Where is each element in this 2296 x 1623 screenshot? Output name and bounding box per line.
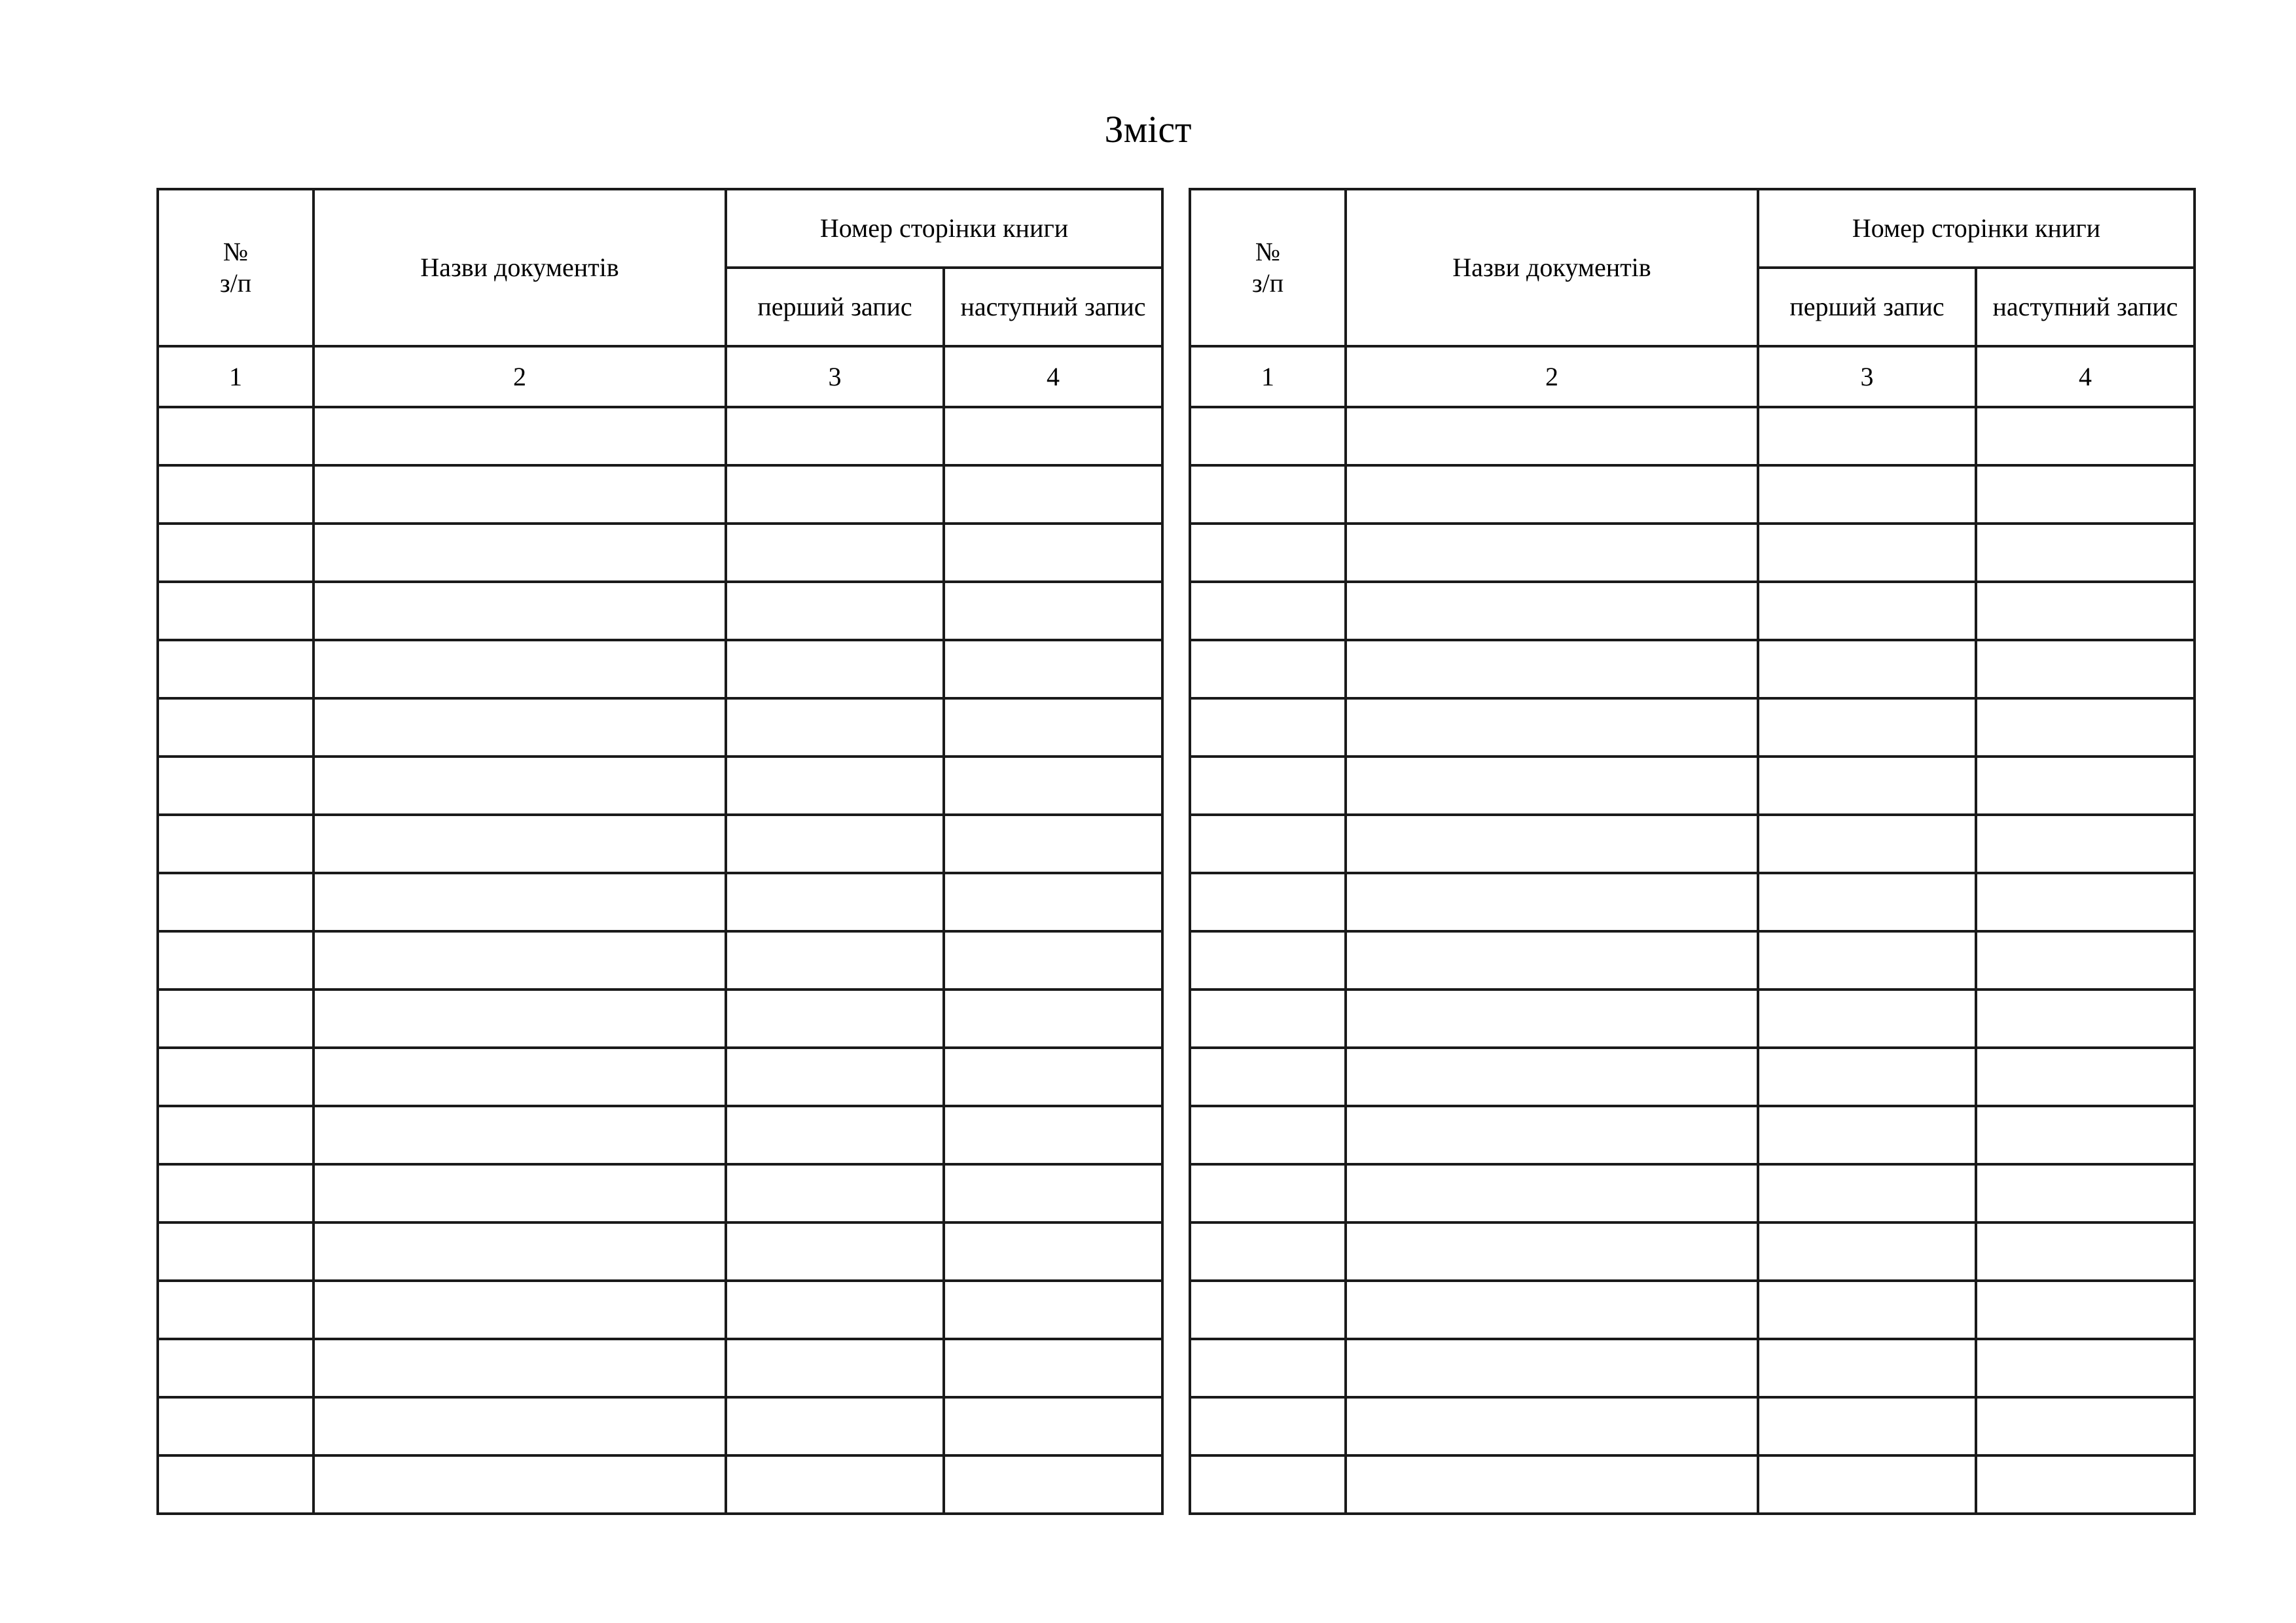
column-number-row <box>1190 346 2195 407</box>
cell-number[interactable] <box>1190 1397 1346 1455</box>
cell-first-entry[interactable] <box>1758 1281 1976 1339</box>
column-number: 3 <box>1758 346 1976 407</box>
cell-next-entry[interactable] <box>944 815 1162 873</box>
table-row <box>158 1339 1162 1397</box>
cell-next-entry[interactable] <box>1976 815 2195 873</box>
column-number: 2 <box>1346 346 1758 407</box>
table-row <box>158 698 1162 757</box>
header-number-abbrev: з/п <box>1251 268 1284 298</box>
cell-document-name[interactable] <box>1346 931 1758 990</box>
cell-next-entry[interactable] <box>1976 931 2195 990</box>
header-page-number-group: Номер сторінки книги <box>1758 189 2195 268</box>
cell-first-entry[interactable] <box>726 698 944 757</box>
cell-document-name[interactable] <box>1346 407 1758 465</box>
cell-document-name[interactable] <box>314 1048 726 1106</box>
cell-document-name[interactable] <box>314 757 726 815</box>
cell-next-entry[interactable] <box>1976 1048 2195 1106</box>
column-number: 2 <box>314 346 726 407</box>
cell-document-name[interactable] <box>314 1339 726 1397</box>
cell-number[interactable] <box>1190 698 1346 757</box>
cell-document-name[interactable] <box>314 465 726 524</box>
table-row <box>158 1164 1162 1222</box>
cell-first-entry[interactable] <box>726 757 944 815</box>
cell-first-entry[interactable] <box>1758 1397 1976 1455</box>
table-row <box>158 931 1162 990</box>
column-number: 4 <box>1976 346 2195 407</box>
cell-first-entry[interactable] <box>1758 640 1976 698</box>
cell-number[interactable] <box>158 1455 314 1514</box>
cell-number[interactable] <box>1190 1455 1346 1514</box>
table-row <box>158 1281 1162 1339</box>
cell-first-entry[interactable] <box>726 407 944 465</box>
cell-document-name[interactable] <box>1346 1455 1758 1514</box>
cell-next-entry[interactable] <box>944 465 1162 524</box>
cell-first-entry[interactable] <box>726 1281 944 1339</box>
cell-next-entry[interactable] <box>1976 1106 2195 1164</box>
cell-document-name[interactable] <box>314 1281 726 1339</box>
cell-document-name[interactable] <box>1346 1281 1758 1339</box>
cell-first-entry[interactable] <box>726 465 944 524</box>
cell-document-name[interactable] <box>1346 640 1758 698</box>
table-row <box>1190 1164 2195 1222</box>
cell-number[interactable] <box>158 1222 314 1281</box>
cell-next-entry[interactable] <box>944 990 1162 1048</box>
table-row <box>158 1222 1162 1281</box>
cell-next-entry[interactable] <box>1976 1164 2195 1222</box>
cell-next-entry[interactable] <box>944 1397 1162 1455</box>
cell-next-entry[interactable] <box>944 1048 1162 1106</box>
table-row <box>158 1455 1162 1514</box>
cell-next-entry[interactable] <box>944 582 1162 640</box>
cell-first-entry[interactable] <box>726 873 944 931</box>
table-row <box>158 757 1162 815</box>
cell-first-entry[interactable] <box>726 815 944 873</box>
cell-number[interactable] <box>158 1281 314 1339</box>
table-row <box>1190 698 2195 757</box>
column-number: 1 <box>158 346 314 407</box>
table-row <box>1190 757 2195 815</box>
cell-number[interactable] <box>158 698 314 757</box>
cell-next-entry[interactable] <box>1976 698 2195 757</box>
cell-document-name[interactable] <box>1346 815 1758 873</box>
column-number: 4 <box>944 346 1162 407</box>
cell-document-name[interactable] <box>1346 524 1758 582</box>
cell-next-entry[interactable] <box>1976 757 2195 815</box>
header-number-abbrev: з/п <box>219 268 252 298</box>
cell-number[interactable] <box>1190 1281 1346 1339</box>
table-row <box>1190 582 2195 640</box>
cell-number[interactable] <box>158 815 314 873</box>
table-row <box>158 640 1162 698</box>
cell-number[interactable] <box>1190 640 1346 698</box>
cell-first-entry[interactable] <box>726 1164 944 1222</box>
table-row <box>1190 1222 2195 1281</box>
cell-next-entry[interactable] <box>944 1455 1162 1514</box>
cell-first-entry[interactable] <box>726 1339 944 1397</box>
cell-first-entry[interactable] <box>1758 582 1976 640</box>
table-row <box>1190 1048 2195 1106</box>
cell-next-entry[interactable] <box>944 1339 1162 1397</box>
cell-next-entry[interactable] <box>944 1106 1162 1164</box>
cell-number[interactable] <box>158 640 314 698</box>
cell-first-entry[interactable] <box>726 1455 944 1514</box>
cell-first-entry[interactable] <box>726 1222 944 1281</box>
table-row <box>158 407 1162 465</box>
cell-next-entry[interactable] <box>944 407 1162 465</box>
cell-number[interactable] <box>1190 1048 1346 1106</box>
cell-first-entry[interactable] <box>1758 990 1976 1048</box>
cell-first-entry[interactable] <box>1758 931 1976 990</box>
cell-document-name[interactable] <box>1346 698 1758 757</box>
header-row <box>158 189 1162 268</box>
cell-first-entry[interactable] <box>1758 1339 1976 1397</box>
table-row <box>1190 524 2195 582</box>
cell-next-entry[interactable] <box>1976 407 2195 465</box>
cell-number[interactable] <box>1190 757 1346 815</box>
table-row <box>1190 407 2195 465</box>
header-number-symbol: № <box>223 237 249 266</box>
cell-first-entry[interactable] <box>1758 757 1976 815</box>
cell-document-name[interactable] <box>1346 465 1758 524</box>
cell-next-entry[interactable] <box>944 757 1162 815</box>
cell-document-name[interactable] <box>314 640 726 698</box>
cell-first-entry[interactable] <box>1758 1106 1976 1164</box>
cell-document-name[interactable] <box>314 407 726 465</box>
cell-document-name[interactable] <box>1346 1164 1758 1222</box>
cell-first-entry[interactable] <box>1758 1048 1976 1106</box>
cell-document-name[interactable] <box>1346 1048 1758 1106</box>
table-row <box>158 990 1162 1048</box>
cell-first-entry[interactable] <box>1758 815 1976 873</box>
cell-number[interactable] <box>1190 524 1346 582</box>
cell-document-name[interactable] <box>314 1222 726 1281</box>
cell-first-entry[interactable] <box>726 1106 944 1164</box>
cell-number[interactable] <box>158 465 314 524</box>
cell-document-name[interactable] <box>314 524 726 582</box>
header-first-entry: перший запис <box>726 268 944 346</box>
cell-next-entry[interactable] <box>944 1222 1162 1281</box>
table-row <box>1190 815 2195 873</box>
cell-document-name[interactable] <box>314 1397 726 1455</box>
cell-number[interactable] <box>1190 465 1346 524</box>
column-number-row <box>158 346 1162 407</box>
column-number: 3 <box>726 346 944 407</box>
table-row <box>1190 873 2195 931</box>
table-row <box>158 873 1162 931</box>
cell-number[interactable] <box>158 1339 314 1397</box>
cell-next-entry[interactable] <box>1976 582 2195 640</box>
header-number <box>158 189 314 346</box>
table-row <box>158 582 1162 640</box>
cell-next-entry[interactable] <box>944 931 1162 990</box>
cell-document-name[interactable] <box>1346 1222 1758 1281</box>
cell-document-name[interactable] <box>1346 1106 1758 1164</box>
cell-first-entry[interactable] <box>726 524 944 582</box>
cell-next-entry[interactable] <box>944 1281 1162 1339</box>
cell-next-entry[interactable] <box>944 1164 1162 1222</box>
cell-number[interactable] <box>1190 1106 1346 1164</box>
cell-first-entry[interactable] <box>1758 465 1976 524</box>
header-document-names: Назви документів <box>1346 189 1758 346</box>
cell-first-entry[interactable] <box>1758 1222 1976 1281</box>
cell-number[interactable] <box>1190 931 1346 990</box>
header-number-symbol: № <box>1255 237 1281 266</box>
table-row <box>158 524 1162 582</box>
column-number: 1 <box>1190 346 1346 407</box>
cell-number[interactable] <box>1190 873 1346 931</box>
cell-next-entry[interactable] <box>1976 1397 2195 1455</box>
cell-first-entry[interactable] <box>726 1397 944 1455</box>
cell-next-entry[interactable] <box>944 640 1162 698</box>
page-title: Зміст <box>1104 108 1192 151</box>
header-number <box>1190 189 1346 346</box>
table-row <box>1190 1397 2195 1455</box>
table-row <box>1190 1281 2195 1339</box>
cell-number[interactable] <box>158 1106 314 1164</box>
cell-next-entry[interactable] <box>1976 1281 2195 1339</box>
cell-number[interactable] <box>1190 990 1346 1048</box>
cell-document-name[interactable] <box>1346 990 1758 1048</box>
cell-document-name[interactable] <box>314 815 726 873</box>
cell-next-entry[interactable] <box>1976 524 2195 582</box>
toc-table-left <box>156 188 1164 1515</box>
cell-number[interactable] <box>158 524 314 582</box>
cell-number[interactable] <box>158 582 314 640</box>
cell-number[interactable] <box>1190 1222 1346 1281</box>
cell-next-entry[interactable] <box>1976 990 2195 1048</box>
cell-number[interactable] <box>158 757 314 815</box>
cell-document-name[interactable] <box>314 873 726 931</box>
cell-first-entry[interactable] <box>1758 698 1976 757</box>
cell-first-entry[interactable] <box>1758 524 1976 582</box>
cell-document-name[interactable] <box>314 582 726 640</box>
cell-number[interactable] <box>1190 582 1346 640</box>
cell-number[interactable] <box>1190 407 1346 465</box>
cell-first-entry[interactable] <box>1758 1164 1976 1222</box>
cell-document-name[interactable] <box>1346 873 1758 931</box>
header-next-entry: наступний запис <box>944 268 1162 346</box>
header-first-entry: перший запис <box>1758 268 1976 346</box>
cell-document-name[interactable] <box>1346 1397 1758 1455</box>
table-row <box>1190 1339 2195 1397</box>
table-row <box>1190 1455 2195 1514</box>
cell-number[interactable] <box>1190 1339 1346 1397</box>
cell-document-name[interactable] <box>1346 582 1758 640</box>
cell-document-name[interactable] <box>314 1164 726 1222</box>
cell-next-entry[interactable] <box>944 873 1162 931</box>
cell-first-entry[interactable] <box>1758 873 1976 931</box>
cell-document-name[interactable] <box>314 1106 726 1164</box>
table-row <box>158 1048 1162 1106</box>
cell-document-name[interactable] <box>314 931 726 990</box>
table-row <box>158 1397 1162 1455</box>
table-row <box>1190 640 2195 698</box>
cell-first-entry[interactable] <box>726 1048 944 1106</box>
table-row <box>1190 931 2195 990</box>
table-row <box>1190 1106 2195 1164</box>
table-row <box>158 465 1162 524</box>
toc-table-right <box>1189 188 2196 1515</box>
header-document-names: Назви документів <box>314 189 726 346</box>
cell-number[interactable] <box>158 931 314 990</box>
cell-first-entry[interactable] <box>726 990 944 1048</box>
cell-next-entry[interactable] <box>1976 1339 2195 1397</box>
header-next-entry: наступний запис <box>1976 268 2195 346</box>
cell-number[interactable] <box>158 407 314 465</box>
cell-next-entry[interactable] <box>944 698 1162 757</box>
cell-next-entry[interactable] <box>1976 1222 2195 1281</box>
cell-next-entry[interactable] <box>1976 465 2195 524</box>
cell-next-entry[interactable] <box>1976 1455 2195 1514</box>
cell-number[interactable] <box>158 990 314 1048</box>
cell-document-name[interactable] <box>1346 1339 1758 1397</box>
cell-next-entry[interactable] <box>1976 873 2195 931</box>
cell-number[interactable] <box>1190 815 1346 873</box>
cell-document-name[interactable] <box>314 1455 726 1514</box>
cell-first-entry[interactable] <box>726 640 944 698</box>
cell-first-entry[interactable] <box>726 582 944 640</box>
header-row <box>1190 189 2195 268</box>
cell-first-entry[interactable] <box>1758 1455 1976 1514</box>
cell-number[interactable] <box>158 1397 314 1455</box>
cell-first-entry[interactable] <box>1758 407 1976 465</box>
cell-number[interactable] <box>158 873 314 931</box>
cell-number[interactable] <box>158 1164 314 1222</box>
table-row <box>1190 990 2195 1048</box>
cell-number[interactable] <box>1190 1164 1346 1222</box>
cell-document-name[interactable] <box>314 698 726 757</box>
table-row <box>1190 465 2195 524</box>
cell-number[interactable] <box>158 1048 314 1106</box>
table-row <box>158 1106 1162 1164</box>
table-row <box>158 815 1162 873</box>
cell-first-entry[interactable] <box>726 931 944 990</box>
cell-next-entry[interactable] <box>1976 640 2195 698</box>
cell-document-name[interactable] <box>314 990 726 1048</box>
header-page-number-group: Номер сторінки книги <box>726 189 1162 268</box>
cell-next-entry[interactable] <box>944 524 1162 582</box>
cell-document-name[interactable] <box>1346 757 1758 815</box>
